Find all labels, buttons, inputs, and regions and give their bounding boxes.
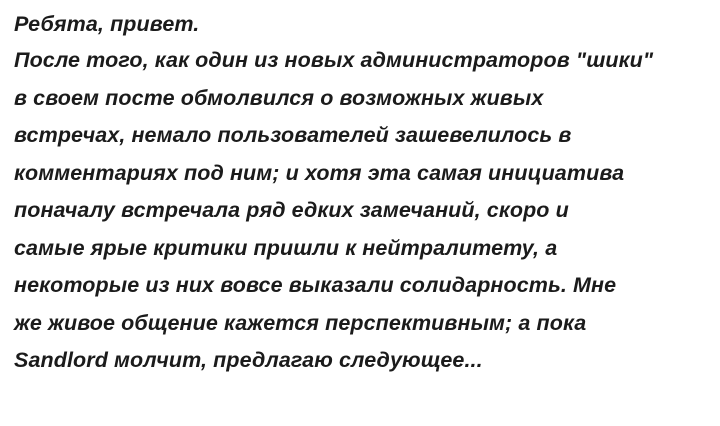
post-line: же живое общение кажется перспективным; а пока	[14, 310, 587, 335]
post-line: После того, как один из новых администраторов "шики"	[14, 48, 654, 72]
post-line: поначалу встречала ряд едких замечаний, скоро и	[14, 198, 569, 222]
post-line: Ребята, привет.	[14, 12, 200, 36]
post-line: самые ярые критики пришли к нейтралитету, а	[14, 235, 558, 260]
post-line: в своем посте обмолвился о возможных живых	[14, 85, 544, 110]
post-line: комментариях под ним; и хотя эта самая инициатива	[14, 160, 625, 185]
post-line: некоторые из них вовсе выказали солидарность. Мне	[14, 273, 617, 297]
post-line: Sandlord молчит, предлагаю следующее...	[14, 348, 483, 372]
post-line: встречах, немало пользователей зашевелилось в	[14, 123, 572, 147]
